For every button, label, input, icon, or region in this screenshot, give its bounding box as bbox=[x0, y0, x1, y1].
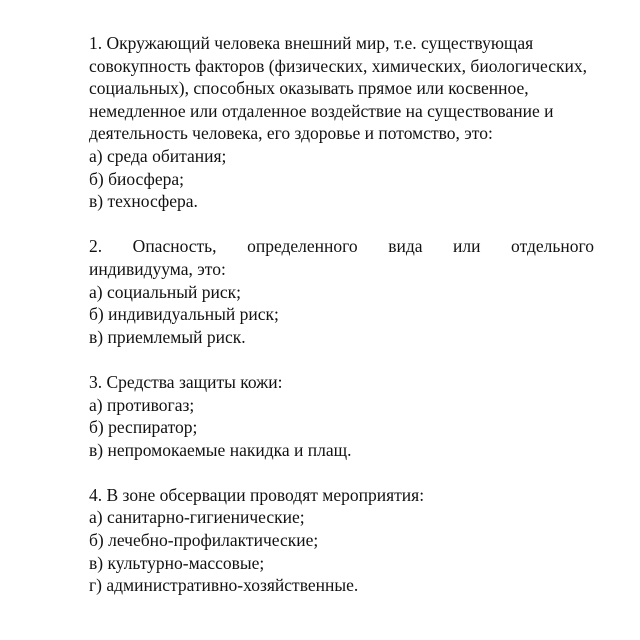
test-document bbox=[89, 32, 594, 619]
answer-option: а) противогаз; bbox=[89, 394, 195, 415]
answer-option: б) индивидуальный риск; bbox=[89, 304, 279, 325]
answer-option: в) культурно-массовые; bbox=[89, 552, 265, 573]
question-text bbox=[89, 235, 594, 280]
answer-option: а) среда обитания; bbox=[89, 145, 227, 166]
answer-option: а) санитарно-гигиенические; bbox=[89, 507, 305, 528]
question-2 bbox=[89, 235, 594, 348]
answer-option: в) приемлемый риск. bbox=[89, 326, 246, 347]
question-text-line-2: индивидуума, это: bbox=[89, 258, 226, 279]
question-3 bbox=[89, 371, 594, 461]
answer-option: б) респиратор; bbox=[89, 417, 198, 438]
answer-option: в) техносфера. bbox=[89, 191, 198, 212]
answer-option: г) административно-хозяйственные. bbox=[89, 575, 359, 596]
question-4 bbox=[89, 484, 594, 597]
answer-option: б) биосфера; bbox=[89, 168, 185, 189]
answer-option: в) непромокаемые накидка и плащ. bbox=[89, 439, 352, 460]
question-text: 3. Средства защиты кожи: bbox=[89, 371, 283, 392]
answer-option: б) лечебно-профилактические; bbox=[89, 530, 319, 551]
question-1 bbox=[89, 32, 594, 213]
question-text: 4. В зоне обсервации проводят мероприятия: bbox=[89, 484, 425, 505]
question-text-line-1: 2. Опасность, определенного вида или отдельного bbox=[89, 236, 594, 257]
answer-option: а) социальный риск; bbox=[89, 281, 241, 302]
question-text: 1. Окружающий человека внешний мир, т.е. существующая совокупность факторов (физических, химических, биологических, социальных), способных оказывать прямое или косвенное, немедленное или отдаленное воздействие на существование и деятельность человека, его здоровье и потомство, это: bbox=[89, 33, 588, 144]
